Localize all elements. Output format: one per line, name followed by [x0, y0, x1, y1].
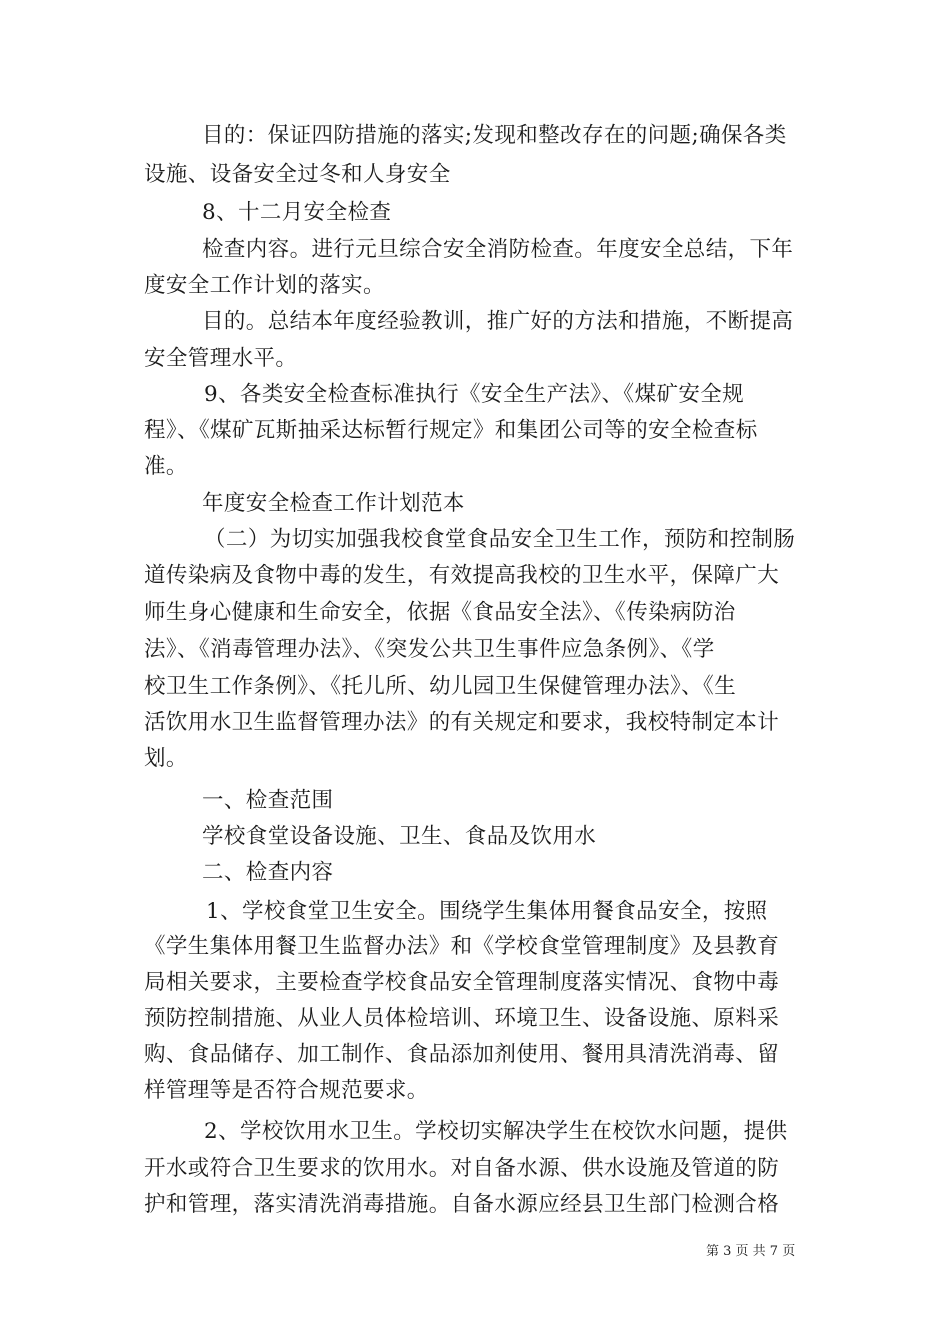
text-line: 目的。总结本年度经验教训，推广好的方法和措施，不断提高	[202, 309, 794, 334]
text-line: 道传染病及食物中毒的发生，有效提高我校的卫生水平，保障广大	[144, 563, 780, 588]
text-line: 开水或符合卫生要求的饮用水。对自备水源、供水设施及管道的防	[144, 1156, 780, 1181]
text-line: 活饮用水卫生监督管理办法》的有关规定和要求，我校特制定本计	[144, 710, 780, 735]
text-line: 准。	[144, 454, 188, 479]
page-number: 第 3 页 共 7 页	[706, 1244, 796, 1259]
section-title: 年度安全检查工作计划范本	[202, 491, 465, 516]
text-line: 安全管理水平。	[144, 346, 298, 371]
text-line: 划。	[144, 746, 188, 771]
section-heading: 二、检查内容	[202, 860, 334, 885]
text-line: 局相关要求，主要检查学校食品安全管理制度落实情况、食物中毒	[144, 970, 780, 995]
text-line: 度安全工作计划的落实。	[144, 273, 385, 298]
text-line: 预防控制措施、从业人员体检培训、环境卫生、设备设施、原料采	[144, 1006, 780, 1031]
text-line: 1、学校食堂卫生安全。围绕学生集体用餐食品安全，按照	[206, 899, 768, 924]
text-line: 校卫生工作条例》、《托儿所、幼儿园卫生保健管理办法》、《生	[144, 674, 737, 699]
text-line: 检查内容。进行元旦综合安全消防检查。年度安全总结，下年	[202, 237, 794, 262]
text-line: 护和管理，落实清洗消毒措施。自备水源应经县卫生部门检测合格	[144, 1192, 780, 1217]
text-line: 法》、《消毒管理办法》、《突发公共卫生事件应急条例》、《学	[144, 637, 715, 662]
text-line: 程》、《煤矿瓦斯抽采达标暂行规定》和集团公司等的安全检查标	[144, 418, 758, 443]
text-line: 2、学校饮用水卫生。学校切实解决学生在校饮水问题，提供	[204, 1119, 788, 1144]
text-line: （二）为切实加强我校食堂食品安全卫生工作，预防和控制肠	[204, 527, 796, 552]
text-line: 购、食品储存、加工制作、食品添加剂使用、餐用具清洗消毒、留	[144, 1042, 780, 1067]
text-line: 9、各类安全检查标准执行《安全生产法》、《煤矿安全规	[204, 382, 745, 407]
text-line: 《学生集体用餐卫生监督办法》和《学校食堂管理制度》及县教育	[144, 934, 780, 959]
text-line: 设施、设备安全过冬和人身安全	[144, 162, 451, 187]
text-line: 学校食堂设备设施、卫生、食品及饮用水	[202, 824, 597, 849]
text-line: 样管理等是否符合规范要求。	[144, 1078, 429, 1103]
text-line: 目的：保证四防措施的落实;发现和整改存在的问题;确保各类	[202, 123, 787, 148]
section-heading: 一、检查范围	[202, 788, 334, 813]
text-line: 8、十二月安全检查	[202, 200, 392, 225]
text-line: 师生身心健康和生命安全，依据《食品安全法》、《传染病防治	[144, 600, 736, 625]
